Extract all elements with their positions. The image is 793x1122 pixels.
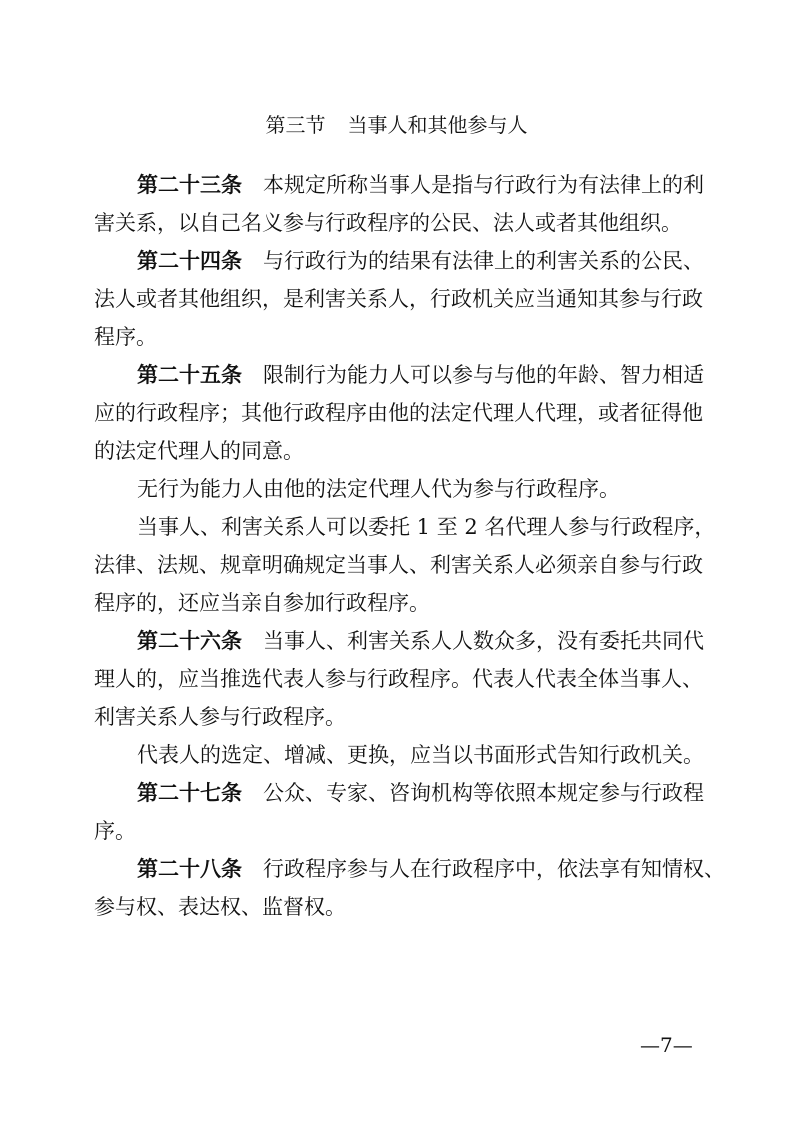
article-paragraph <box>94 622 704 736</box>
article-label: 第二十八条 <box>137 857 242 881</box>
text-line <box>94 660 703 698</box>
line-text: 应的行政程序；其他行政程序由他的法定代理人代理，或者征得他 <box>94 401 703 425</box>
section-name: 当事人和其他参与人 <box>347 113 528 137</box>
text-line <box>94 774 704 812</box>
article-label: 第二十七条 <box>137 781 242 805</box>
line-text: 限制行为能力人可以参与与他的年龄、智力相适 <box>263 363 704 387</box>
line-text: 法律、法规、规章明确规定当事人、利害关系人必须亲自参与行政 <box>94 553 703 577</box>
text-line <box>94 850 725 888</box>
line-text: 当事人、利害关系人可以委托 1 至 2 名代理人参与行政程序， <box>137 515 716 539</box>
text-line <box>94 280 703 318</box>
line-text: 当事人、利害关系人人数众多，没有委托共同代 <box>263 629 704 653</box>
text-line <box>94 546 703 584</box>
text-line <box>94 166 704 204</box>
line-text: 理人的，应当推选代表人参与行政程序。代表人代表全体当事人、 <box>94 667 703 691</box>
line-text: 法人或者其他组织，是利害关系人，行政机关应当通知其参与行政 <box>94 287 703 311</box>
text-line <box>94 888 700 926</box>
document-body <box>94 166 725 926</box>
text-line <box>94 508 716 546</box>
line-text: 公众、专家、咨询机构等依照本规定参与行政程 <box>263 781 704 805</box>
article-paragraph <box>94 774 704 850</box>
line-text: 程序的，还应当亲自参加行政程序。 <box>94 591 430 615</box>
article-paragraph <box>94 356 704 470</box>
text-line <box>94 432 700 470</box>
text-line <box>94 812 700 850</box>
line-text: 与行政行为的结果有法律上的利害关系的公民、 <box>263 249 704 273</box>
paragraph <box>94 508 716 622</box>
section-title <box>0 110 793 140</box>
text-line <box>94 356 704 394</box>
line-text: 序。 <box>94 819 136 843</box>
text-line <box>94 622 704 660</box>
line-text: 害关系，以自己名义参与行政程序的公民、法人或者其他组织。 <box>94 211 682 235</box>
line-text: 程序。 <box>94 325 157 349</box>
section-number: 第三节 <box>265 113 326 137</box>
line-text: 代表人的选定、增减、更换，应当以书面形式告知行政机关。 <box>137 743 704 767</box>
paragraph <box>94 470 700 508</box>
text-line <box>94 584 700 622</box>
text-line <box>94 736 704 774</box>
text-line <box>94 394 703 432</box>
line-text: 无行为能力人由他的法定代理人代为参与行政程序。 <box>137 477 620 501</box>
paragraph <box>94 736 704 774</box>
page-number: —7— <box>640 1033 693 1057</box>
article-label: 第二十六条 <box>137 629 242 653</box>
article-label: 第二十四条 <box>137 249 242 273</box>
text-line <box>94 204 700 242</box>
text-line <box>94 470 700 508</box>
line-text: 本规定所称当事人是指与行政行为有法律上的利 <box>263 173 704 197</box>
article-paragraph <box>94 242 704 356</box>
line-text: 参与权、表达权、监督权。 <box>94 895 346 919</box>
article-paragraph <box>94 850 725 926</box>
text-line <box>94 242 704 280</box>
article-label: 第二十五条 <box>137 363 242 387</box>
article-label: 第二十三条 <box>137 173 242 197</box>
line-text: 行政程序参与人在行政程序中，依法享有知情权、 <box>263 857 725 881</box>
article-paragraph <box>94 166 704 242</box>
line-text: 的法定代理人的同意。 <box>94 439 304 463</box>
text-line <box>94 698 700 736</box>
text-line <box>94 318 700 356</box>
line-text: 利害关系人参与行政程序。 <box>94 705 346 729</box>
